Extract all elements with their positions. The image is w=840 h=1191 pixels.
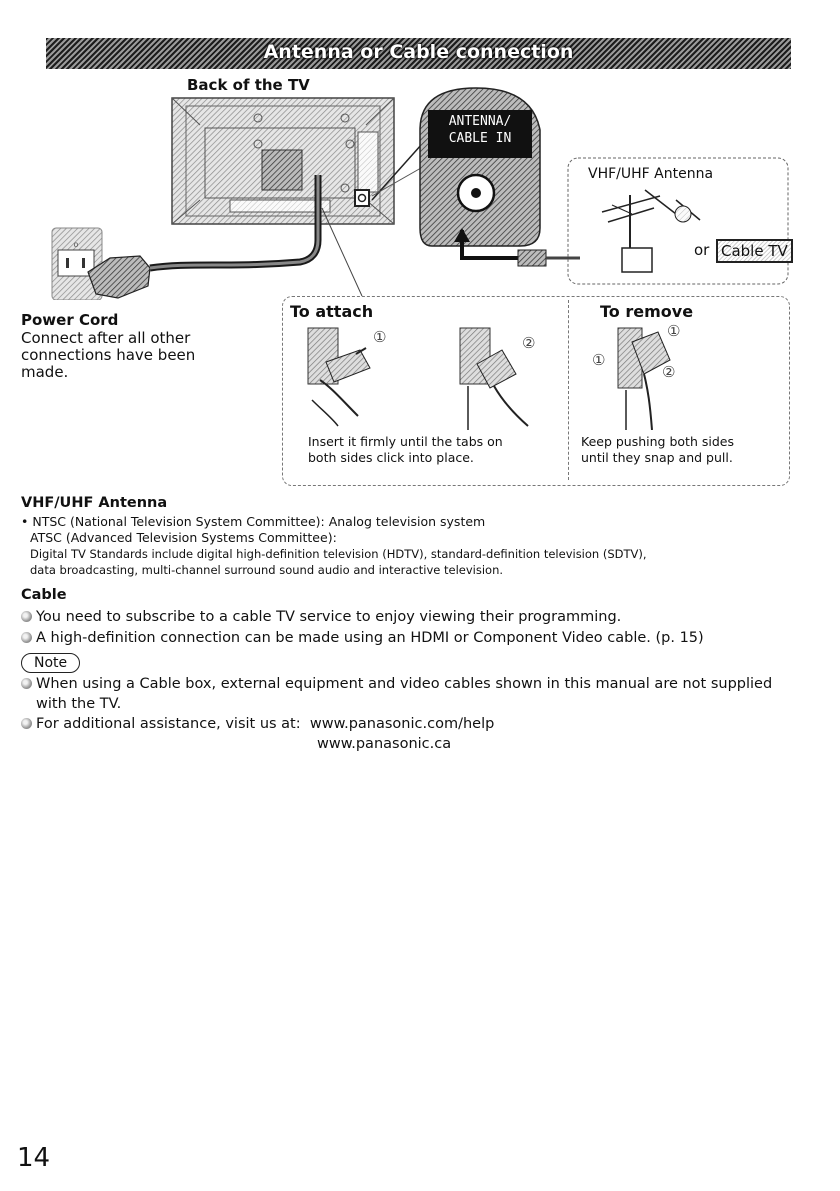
remove-description: Keep pushing both sides until they snap and pull. — [581, 434, 734, 465]
tv-back-illustration — [172, 98, 394, 224]
power-cord-title: Power Cord — [21, 311, 119, 329]
power-cord-block — [21, 311, 251, 381]
note-badge: Note — [21, 654, 80, 672]
note-item-2: For additional assistance, visit us at: www.panasonic.com/help — [21, 714, 821, 734]
connection-diagram — [0, 0, 840, 300]
attach-step-1-illustration — [308, 328, 370, 426]
note-section — [21, 674, 821, 754]
vhf-line-digital: Digital TV Standards include digital high-definition television (HDTV), standard-definition television (SDTV), — [30, 547, 647, 561]
antenna-box-title: VHF/UHF Antenna — [588, 166, 714, 182]
to-remove-title: To remove — [600, 302, 694, 321]
cable-heading: Cable — [21, 587, 67, 603]
note-item-1-cont: with the TV. — [36, 696, 122, 712]
bullet-icon — [21, 611, 32, 622]
bullet-icon — [21, 632, 32, 643]
svg-text:o: o — [73, 240, 79, 249]
attach-marker-2: ② — [522, 334, 536, 352]
page-number: 14 — [17, 1143, 51, 1173]
vhf-line-ntsc: • NTSC (National Television System Committee): Analog television system — [21, 514, 486, 529]
antenna-port-zoom — [420, 88, 540, 246]
cable-section — [21, 587, 821, 649]
panasonic-help-link[interactable]: www.panasonic.com/help — [309, 716, 495, 732]
vhf-uhf-heading: VHF/UHF Antenna — [21, 495, 168, 511]
attach-step-2-illustration — [460, 328, 528, 430]
cable-item-2: A high-definition connection can be made using an HDMI or Component Video cable. (p. 15) — [21, 628, 821, 649]
or-text: or — [694, 241, 710, 259]
power-cord-description: Connect after all other connections have been made. — [21, 329, 196, 381]
vhf-uhf-antenna-icon — [602, 190, 700, 272]
remove-marker-1: ① — [667, 322, 681, 340]
attach-marker-1: ① — [373, 328, 387, 346]
cable-tv-label: Cable TV — [716, 239, 793, 263]
vhf-uhf-section — [21, 495, 821, 578]
to-attach-title: To attach — [290, 302, 374, 321]
vhf-line-atsc: ATSC (Advanced Television Systems Committee): — [30, 530, 337, 545]
section-title: Antenna or Cable connection — [263, 41, 574, 63]
vhf-line-data: data broadcasting, multi-channel surround sound audio and interactive television. — [30, 563, 504, 577]
attach-description: Insert it firmly until the tabs on both sides click into place. — [308, 434, 503, 465]
cable-item-1: You need to subscribe to a cable TV service to enjoy viewing their programming. — [21, 607, 821, 628]
panasonic-ca-link[interactable]: www.panasonic.ca — [317, 736, 452, 752]
remove-marker-1b: ① — [592, 351, 606, 369]
back-of-tv-label: Back of the TV — [187, 76, 310, 94]
bullet-icon — [21, 718, 32, 729]
note-item-1: When using a Cable box, external equipment and video cables shown in this manual are not supplied — [21, 674, 821, 694]
bullet-icon — [21, 678, 32, 689]
antenna-cable-in-label: ANTENNA/ CABLE IN — [448, 114, 512, 146]
remove-marker-2: ② — [662, 363, 676, 381]
